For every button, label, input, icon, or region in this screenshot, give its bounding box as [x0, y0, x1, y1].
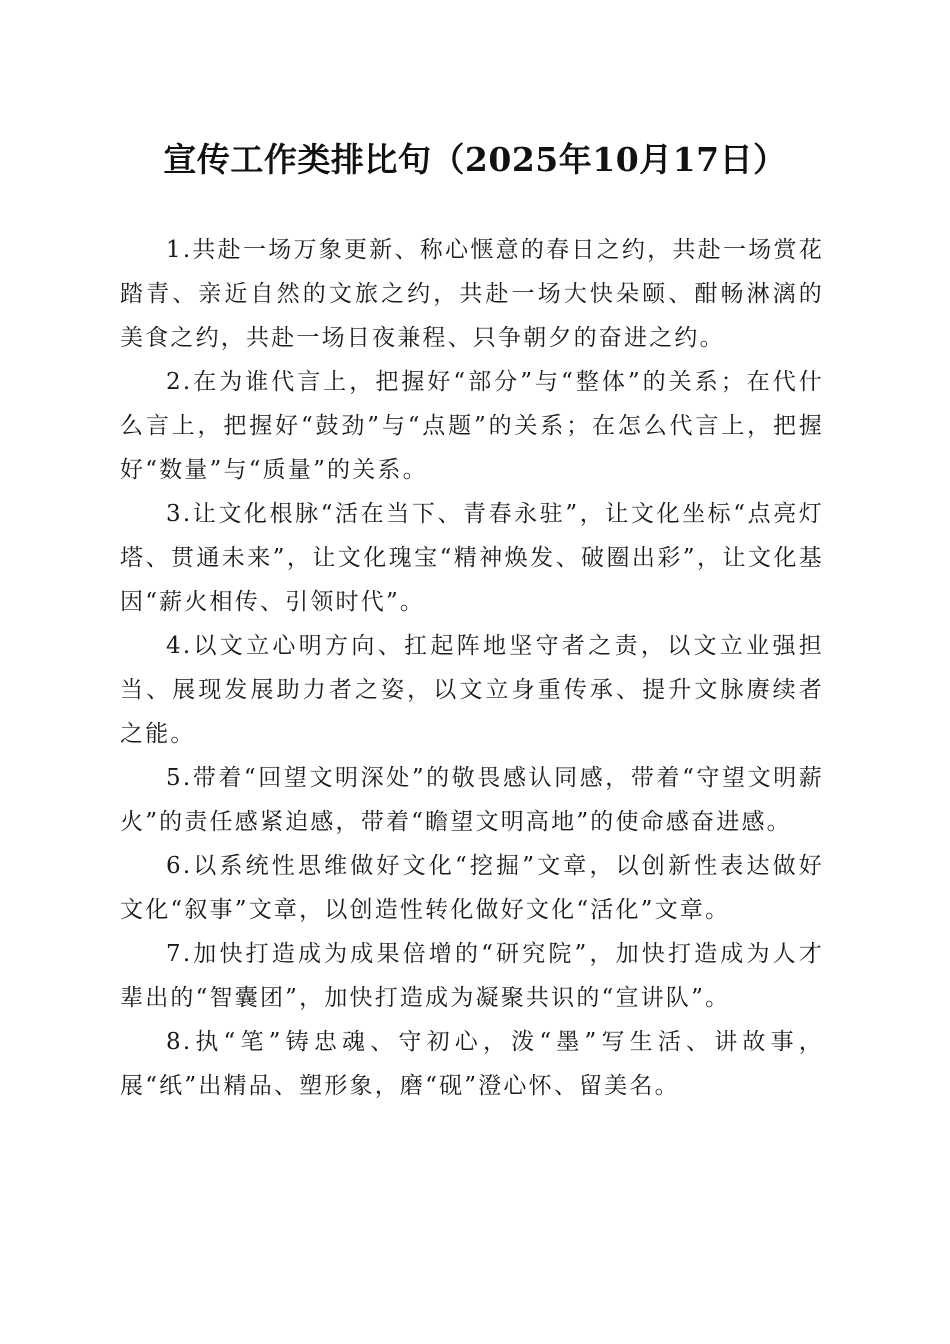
document-title: 宣传工作类排比句（2025年10月17日） — [163, 140, 787, 179]
paragraph-1: 1.共赴一场万象更新、称心惬意的春日之约，共赴一场赏花踏青、亲近自然的文旅之约，共赴一场大快朵颐、酣畅淋漓的美食之约，共赴一场日夜兼程、只争朝夕的奋进之约。 — [120, 237, 824, 351]
paragraph-4: 4.以文立心明方向、扛起阵地坚守者之责，以文立业强担当、展现发展助力者之姿，以文立身重传承、提升文脉赓续者之能。 — [120, 633, 824, 747]
paragraph-6: 6.以系统性思维做好文化“挖掘”文章，以创新性表达做好文化“叙事”文章，以创造性转化做好文化“活化”文章。 — [120, 853, 824, 923]
paragraph-8: 8.执“笔”铸忠魂、守初心，泼“墨”写生活、讲故事，展“纸”出精品、塑形象，磨“砚”澄心怀、留美名。 — [120, 1029, 824, 1099]
paragraph-5: 5.带着“回望文明深处”的敬畏感认同感，带着“守望文明薪火”的责任感紧迫感，带着“瞻望文明高地”的使命感奋进感。 — [120, 765, 824, 835]
paragraph-7: 7.加快打造成为成果倍增的“研究院”，加快打造成为人才辈出的“智囊团”，加快打造成为凝聚共识的“宣讲队”。 — [120, 941, 824, 1011]
paragraph-3: 3.让文化根脉“活在当下、青春永驻”，让文化坐标“点亮灯塔、贯通未来”，让文化瑰宝“精神焕发、破圈出彩”，让文化基因“薪火相传、引领时代”。 — [120, 501, 824, 615]
document-body — [120, 228, 824, 1108]
paragraph-2: 2.在为谁代言上，把握好“部分”与“整体”的关系；在代什么言上，把握好“鼓劲”与“点题”的关系；在怎么代言上，把握好“数量”与“质量”的关系。 — [120, 369, 824, 483]
